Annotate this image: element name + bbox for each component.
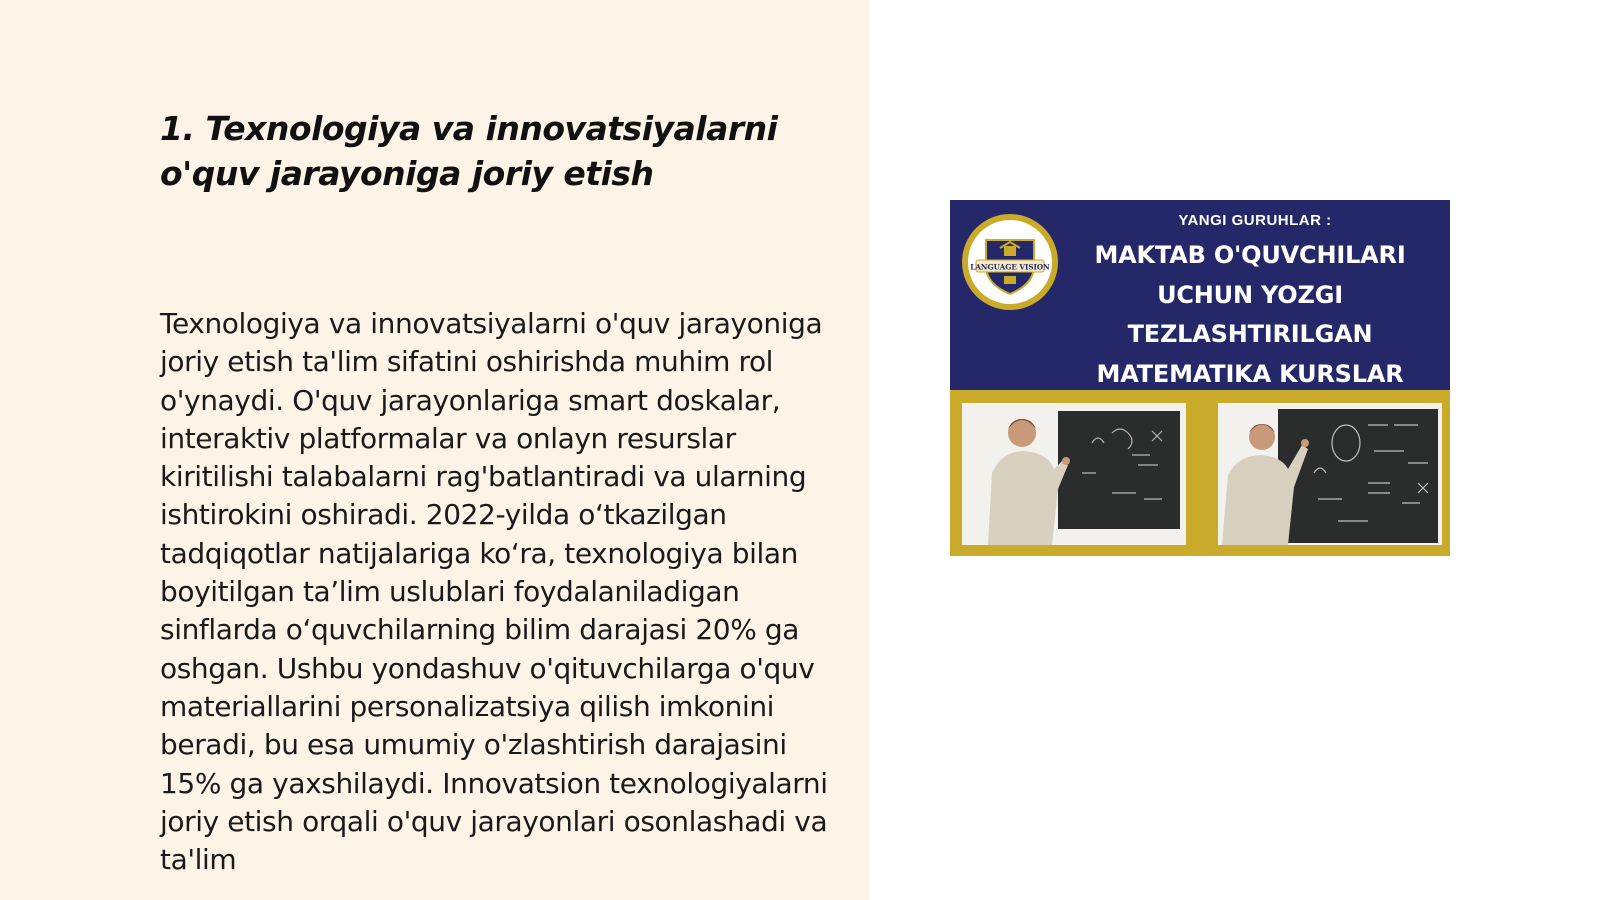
poster-headline-line: MAKTAB O'QUVCHILARI: [1094, 241, 1406, 269]
slide-body-text: Texnologiya va innovatsiyalarni o'quv jarayoniga joriy etish ta'lim sifatini oshirishda muhim rol o'ynaydi. O'quv jarayonlariga smart doskalar, interaktiv platformalar va onlayn resurslar kiritilishi talabalarni rag'batlantiradi va ularning ishtirokini oshiradi. 2022-yilda o‘tkazilgan tadqiqotlar natijalariga ko‘ra, texnologiya bilan boyitilgan ta’lim uslublari foydalaniladigan sinflarda o‘quvchilarning bilim darajasi 20% ga oshgan. Ushbu yondashuv o'qituvchilarga o'quv materiallarini personalizatsiya qilish imkonini beradi, bu esa umumiy o'zlashtirish darajasini 15% ga yaxshilaydi. Innovatsion texnologiyalarni joriy etish orqali o'quv jarayonlari osonlashadi va ta'lim: [160, 307, 828, 877]
poster-headline: [1060, 236, 1440, 394]
shield-icon: [970, 222, 1050, 302]
poster-headline-line: UCHUN YOZGI: [1157, 280, 1343, 309]
slide-title: 1. Texnologiya va innovatsiyalarni o'quv jarayoniga joriy etish: [160, 109, 778, 193]
teacher-photo-right: [1218, 403, 1442, 545]
poster-headline-line: TEZLASHTIRILGAN: [1127, 320, 1373, 348]
school-logo: [962, 214, 1058, 310]
poster-kicker: YANGI GURUHLAR :: [1178, 212, 1332, 229]
course-poster-image: [950, 200, 1450, 556]
poster-header: [950, 200, 1450, 390]
poster-headline-line: MATEMATIKA KURSLAR: [1096, 359, 1404, 388]
teacher-photo-left: [962, 403, 1186, 545]
logo-text: LANGUAGE VISION: [970, 262, 1050, 272]
